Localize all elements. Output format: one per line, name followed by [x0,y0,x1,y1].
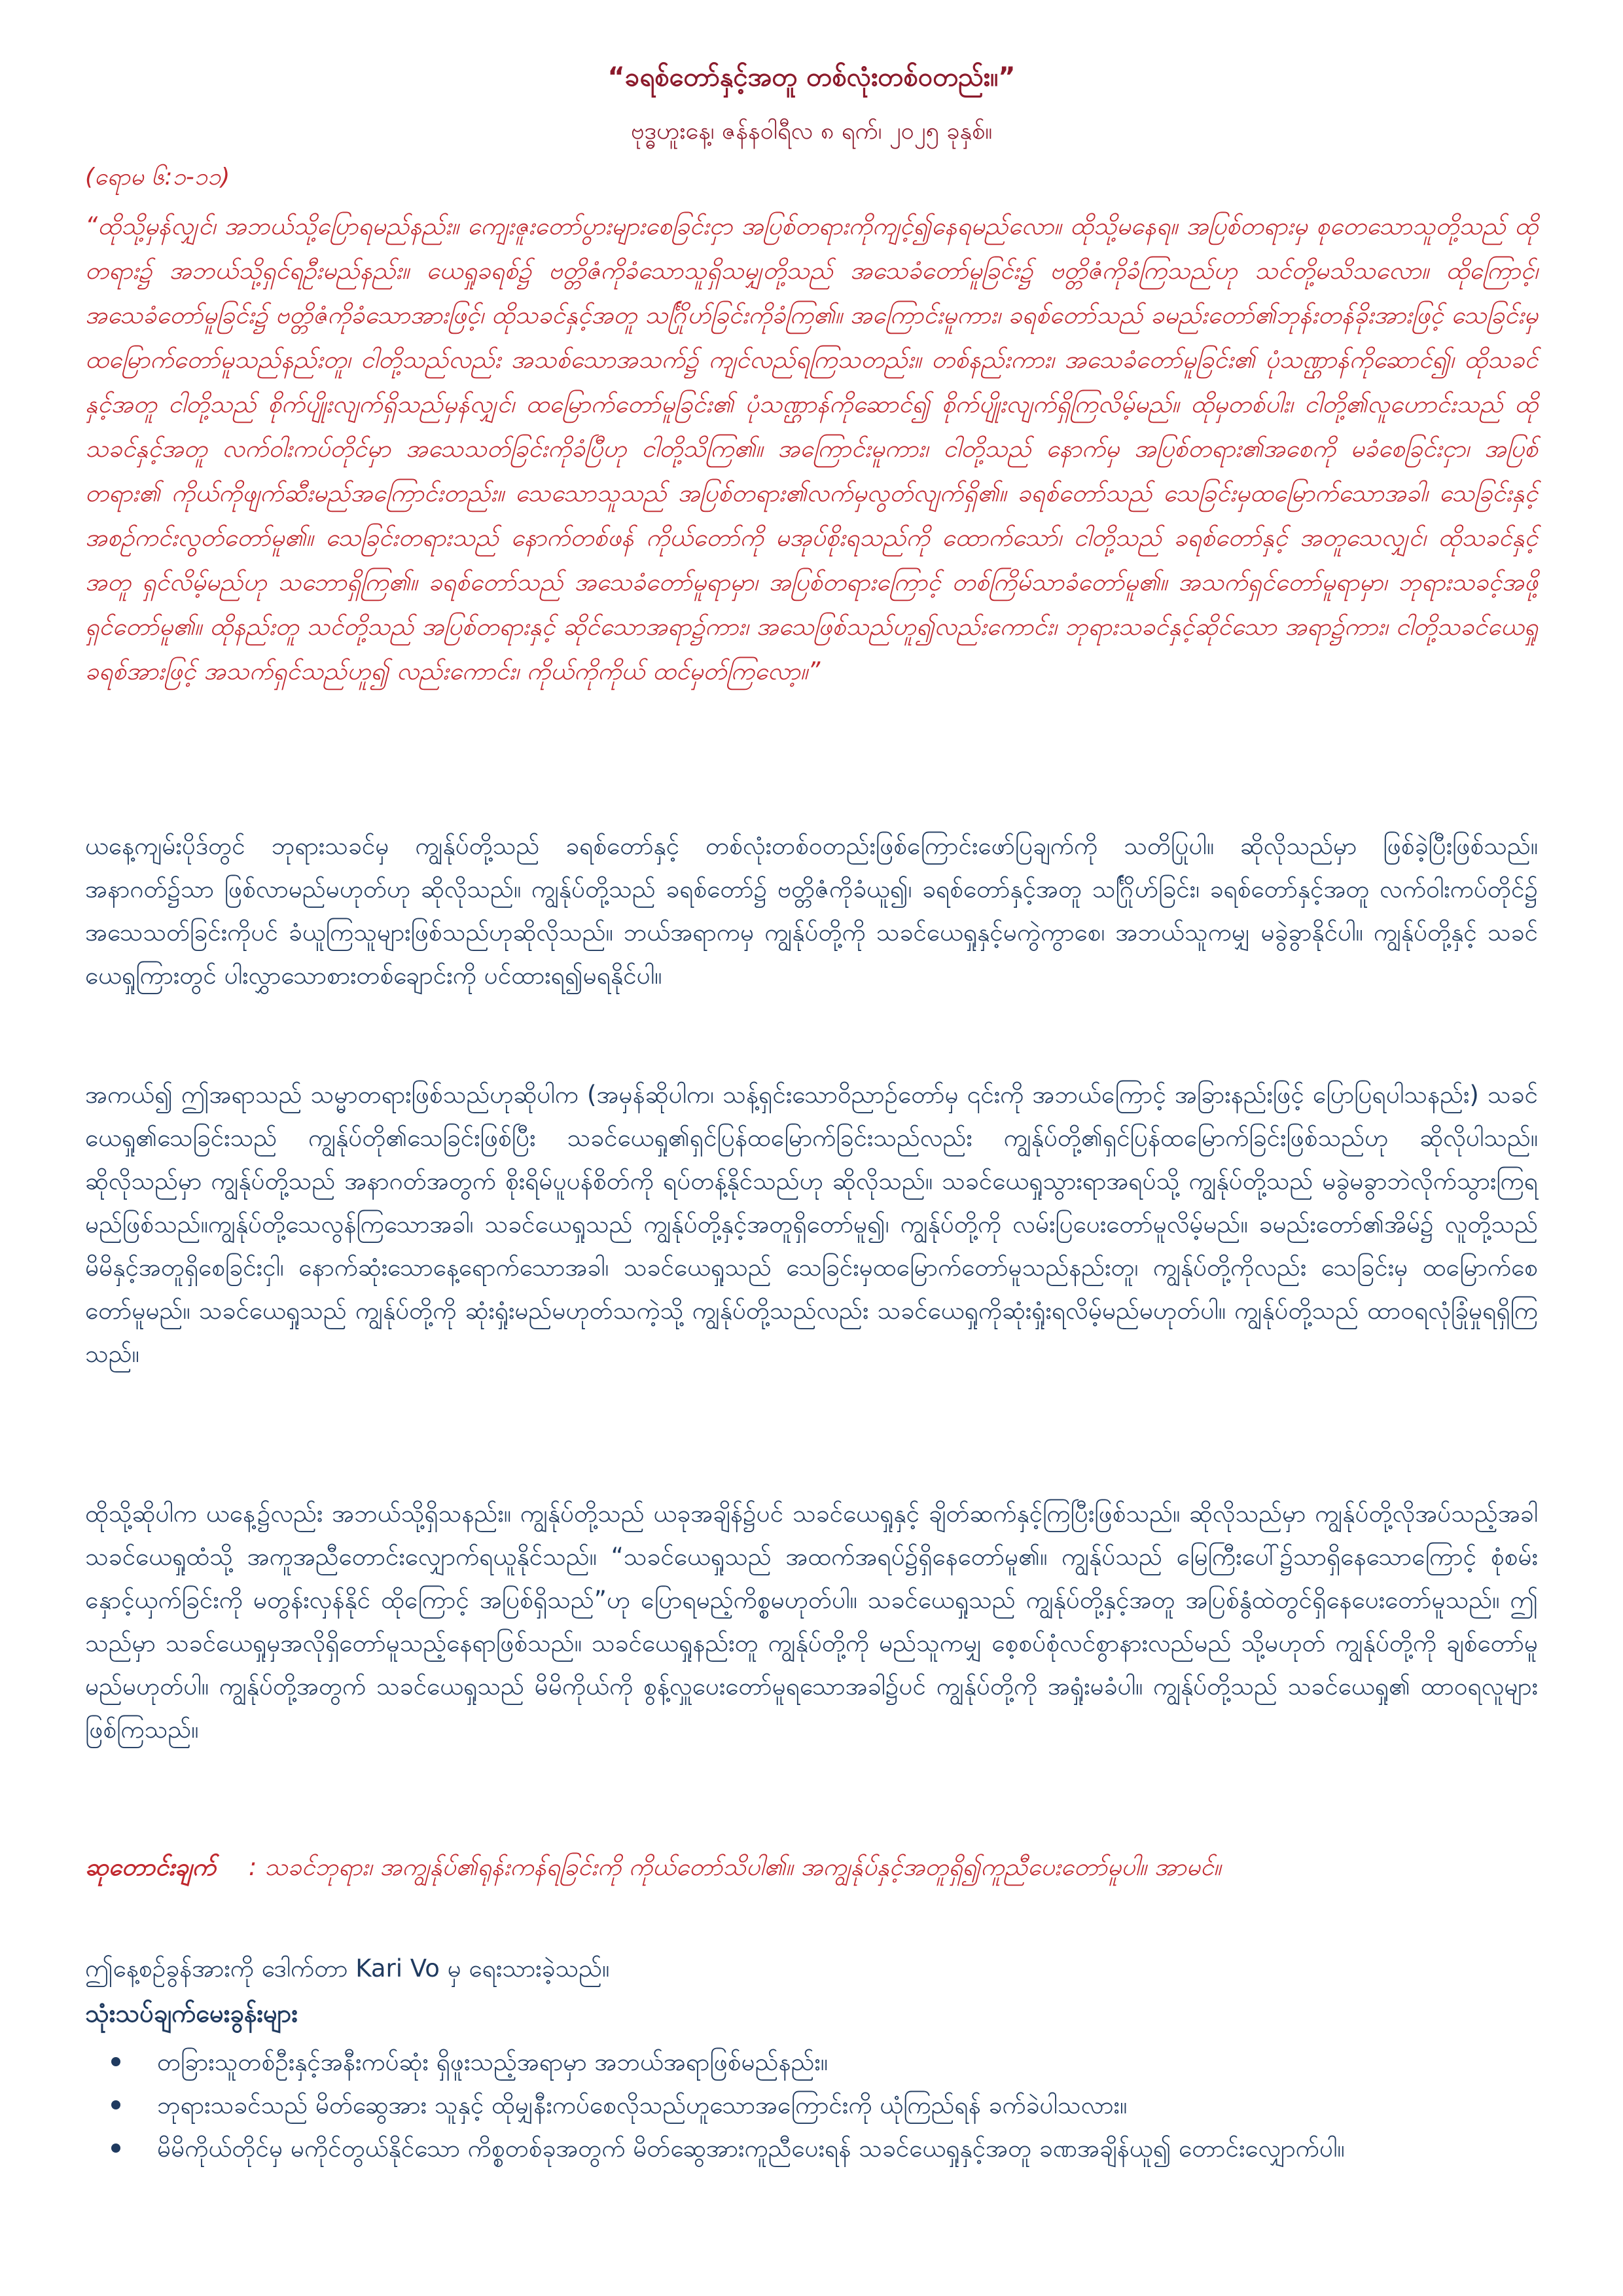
questions-list [85,2041,1538,2170]
question-text: ဘုရားသခင်သည် မိတ်ဆွေအား သူနှင့် ထိုမျှနီးကပ်စေလိုသည်ဟူသောအကြောင်းကို ယုံကြည်ရန် ခက်ခဲပါသလား။ [157,2091,1128,2119]
prayer-text: : သခင်ဘုရား၊ အကျွန်ုပ်၏ရုန်းကန်ရခြင်းကို ကိုယ်တော်သိပါ၏။ အကျွန်ုပ်နှင့်အတူရှိ၍ကူညီပေးတော်မူပါ။ အာမင်။ [248,1853,1221,1881]
bullet-icon [111,2100,120,2109]
scripture-passage: “ထိုသို့မှန်လျှင်၊ အဘယ်သို့ပြောရမည်နည်း။ ကျေးဇူးတော်ပွားများစေခြင်းငှာ အပြစ်တရားကိုကျင့်၍နေရမည်လော။ ထိုသို့မနေရ။ အပြစ်တရားမှ စုတေသောသူတို့သည် ထိုတရား၌ အဘယ်သို့ရှင်ရဦးမည်နည်း။ ယေရှုခရစ်၌ ဗတ္တိဇံကိုခံသောသူရှိသမျှတို့သည် အသေခံတော်မူခြင်း၌ ဗတ္တိဇံကိုခံကြသည်ဟု သင်တို့မသိသလော။ ထိုကြောင့်၊ အသေခံတော်မူခြင်း၌ ဗတ္တိဇံကိုခံသောအားဖြင့်၊ ထိုသခင်နှင့်အတူ သင်္ဂြိုဟ်ခြင်းကိုခံကြ၏။ အကြောင်းမူကား၊ ခရစ်တော်သည် ခမည်းတော်၏ဘုန်းတန်ခိုးအားဖြင့် သေခြင်းမှထမြောက်တော်မူသည်နည်းတူ၊ ငါတို့သည်လည်း အသစ်သောအသက်၌ ကျင်လည်ရကြသတည်း။ တစ်နည်းကား၊ အသေခံတော်မူခြင်း၏ ပုံသဏ္ဌာန်ကိုဆောင်၍၊ ထိုသခင်နှင့်အတူ ငါတို့သည် စိုက်ပျိုးလျက်ရှိသည်မှန်လျှင်၊ ထမြောက်တော်မူခြင်း၏ ပုံသဏ္ဌာန်ကိုဆောင်၍ စိုက်ပျိုးလျက်ရှိကြလိမ့်မည်။ ထိုမှတစ်ပါး၊ ငါတို့၏လူဟောင်းသည် ထိုသခင်နှင့်အတူ လက်ဝါးကပ်တိုင်မှာ အသေသတ်ခြင်းကိုခံပြီဟု ငါတို့သိကြ၏။ အကြောင်းမူကား၊ ငါတို့သည် နောက်မှ အပြစ်တရား၏အစေကို မခံစေခြင်းငှာ၊ အပြစ်တရား၏ ကိုယ်ကိုဖျက်ဆီးမည်အကြောင်းတည်း။ သေသောသူသည် အပြစ်တရား၏လက်မှလွတ်လျက်ရှိ၏။ ခရစ်တော်သည် သေခြင်းမှထမြောက်သောအခါ၊ သေခြင်းနှင့်အစဉ်ကင်းလွတ်တော်မူ၏။ သေခြင်းတရားသည် နောက်တစ်ဖန် ကိုယ်တော်ကို မအုပ်စိုးရသည်ကို ထောက်သော်၊ ငါတို့သည် ခရစ်တော်နှင့် အတူသေလျှင်၊ ထိုသခင်နှင့်အတူ ရှင်လိမ့်မည်ဟု သဘောရှိကြ၏။ ခရစ်တော်သည် အသေခံတော်မူရာမှာ၊ အပြစ်တရားကြောင့် တစ်ကြိမ်သာခံတော်မူ၏။ အသက်ရှင်တော်မူရာမှာ၊ ဘုရားသခင့်အဖို့ ရှင်တော်မူ၏။ ထိုနည်းတူ သင်တို့သည် အပြစ်တရားနှင့် ဆိုင်သောအရာ၌ကား၊ အသေဖြစ်သည်ဟူ၍လည်းကောင်း၊ ဘုရားသခင်နှင့်ဆိုင်သော အရာ၌ကား၊ ငါတို့သခင်ယေရှုခရစ်အားဖြင့် အသက်ရှင်သည်ဟူ၍ လည်းကောင်း၊ ကိုယ်ကိုကိုယ် ထင်မှတ်ကြလော့။” [85,212,1538,685]
question-text: တခြားသူတစ်ဦးနှင့်အနီးကပ်ဆုံး ရှိဖူးသည့်အရာမှာ အဘယ်အရာဖြစ်မည်နည်း။ [157,2048,828,2076]
question-item [85,2084,1538,2127]
questions-heading: သုံးသပ်ချက်မေးခွန်းများ [85,1999,298,2028]
bullet-icon [111,2144,120,2153]
question-item [85,2127,1538,2170]
body-paragraph-2: အကယ်၍ ဤအရာသည် သမ္မာတရားဖြစ်သည်ဟုဆိုပါက (အမှန်ဆိုပါက၊ သန့်ရှင်းသောဝိညာဉ်တော်မှ ၎င်းကို အဘယ်ကြောင့် အခြားနည်းဖြင့် ပြောပြရပါသနည်း) သခင်ယေရှု၏သေခြင်းသည် ကျွန်ုပ်တို၏သေခြင်းဖြစ်ပြီး သခင်ယေရှု၏ရှင်ပြန်ထမြောက်ခြင်းသည်လည်း ကျွန်ုပ်တို့၏ရှင်ပြန်ထမြောက်ခြင်းဖြစ်သည်ဟု ဆိုလိုပါသည်။ ဆိုလိုသည်မှာ ကျွန်ုပ်တို့သည် အနာဂတ်အတွက် စိုးရိမ်ပူပန်စိတ်ကို ရပ်တန့်နိုင်သည်ဟု ဆိုလိုသည်။ သခင်ယေရှုသွားရာအရပ်သို့ ကျွန်ုပ်တို့သည် မခွဲမခွာဘဲလိုက်သွားကြရမည်ဖြစ်သည်။ကျွန်ုပ်တို့သေလွန်ကြသောအခါ၊ သခင်ယေရှုသည် ကျွန်ုပ်တို့နှင့်အတူရှိတော်မူ၍၊ ကျွန်ုပ်တို့ကို လမ်းပြပေးတော်မူလိမ့်မည်။ ခမည်းတော်၏အိမ်၌ လူတို့သည် မိမိနှင့်အတူရှိစေခြင်းငှါ၊ နောက်ဆုံးသောနေ့ရောက်သောအခါ၊ သခင်ယေရှုသည် သေခြင်းမှထမြောက်တော်မူသည်နည်းတူ၊ ကျွန်ုပ်တို့ကိုလည်း သေခြင်းမှ ထမြောက်စေတော်မူမည်။ သခင်ယေရှုသည် ကျွန်ုပ်တို့ကို ဆုံးရှုံးမည်မဟုတ်သကဲ့သို့ ကျွန်ုပ်တို့သည်လည်း သခင်ယေရှုကိုဆုံးရှုံးရလိမ့်မည်မဟုတ်ပါ။ ကျွန်ုပ်တို့သည် ထာဝရလုံခြုံမှုရရှိကြသည်။ [85,1081,1538,1368]
bullet-icon [111,2057,120,2066]
scripture-reference: (ရောမ ၆:၁-၁၁) [85,164,230,190]
page-title: “ခရစ်တော်နှင့်အတူ တစ်လုံးတစ်ဝတည်း။” [607,62,1016,92]
question-item [85,2041,1538,2084]
question-text: မိမိကိုယ်တိုင်မှ မကိုင်တွယ်နိုင်သော ကိစ္စတစ်ခုအတွက် မိတ်ဆွေအားကူညီပေးရန် သခင်ယေရှုနှင့်အတူ ခဏအချိန်ယူ၍ တောင်းလျှောက်ပါ။ [157,2134,1345,2162]
prayer-label: ဆုတောင်းချက် [85,1853,216,1881]
body-paragraph-1: ယနေ့ကျမ်းပိုဒ်တွင် ဘုရားသခင်မှ ကျွန်ုပ်တို့သည် ခရစ်တော်နှင့် တစ်လုံးတစ်ဝတည်းဖြစ်ကြောင်းဖော်ပြချက်ကို သတိပြုပါ။ ဆိုလိုသည်မှာ ဖြစ်ခဲ့ပြီးဖြစ်သည်။ အနာဂတ်၌သာ ဖြစ်လာမည်မဟုတ်ဟု ဆိုလိုသည်။ ကျွန်ုပ်တို့သည် ခရစ်တော်၌ ဗတ္တိဇံကိုခံယူ၍၊ ခရစ်တော်နှင့်အတူ သင်္ဂြိုဟ်ခြင်း၊ ခရစ်တော်နှင့်အတူ လက်ဝါးကပ်တိုင်၌ အသေသတ်ခြင်းကိုပင် ခံယူကြသူများဖြစ်သည်ဟုဆိုလိုသည်။ ဘယ်အရာကမှ ကျွန်ုပ်တို့ကို သခင်ယေရှုနှင့်မကွဲကွာစေ၊ အဘယ်သူကမျှ မခွဲခွာနိုင်ပါ။ ကျွန်ုပ်တို့နှင့် သခင်ယေရှုကြားတွင် ပါးလွှာသောစားတစ်ချောင်းကို ပင်ထားရ၍မရနိုင်ပါ။ [85,832,1538,990]
body-paragraph-3: ထိုသို့ဆိုပါက ယနေ့၌လည်း အဘယ်သို့ရှိသနည်း။ ကျွန်ုပ်တို့သည် ယခုအချိန်၌ပင် သခင်ယေရှုနှင့် ချိတ်ဆက်နှင့်ကြပြီးဖြစ်သည်။ ဆိုလိုသည်မှာ ကျွန်ုပ်တို့လိုအပ်သည့်အခါ သခင်ယေရှုထံသို့ အကူအညီတောင်းလျှောက်ရယူနိုင်သည်။ “သခင်ယေရှုသည် အထက်အရပ်၌ရှိနေတော်မူ၏။ ကျွန်ုပ်သည် မြေကြီးပေါ်၌သာရှိနေသောကြောင့် စုံစမ်းနှောင့်ယှက်ခြင်းကို မတွန်းလှန်နိုင် ထိုကြောင့် အပြစ်ရှိသည်”ဟု ပြောရမည့်ကိစ္စမဟုတ်ပါ။ သခင်ယေရှုသည် ကျွန်ုပ်တို့နှင့်အတူ အပြစ်နွံထဲတွင်ရှိနေပေးတော်မူသည်။ ဤသည်မှာ သခင်ယေရှုမှအလိုရှိတော်မူသည့်နေရာဖြစ်သည်။ သခင်ယေရှုနည်းတူ ကျွန်ုပ်တို့ကို မည်သူကမျှ စေ့စပ်စုံလင်စွာနားလည်မည် သို့မဟုတ် ကျွန်ုပ်တို့ကို ချစ်တော်မူမည်မဟုတ်ပါ။ ကျွန်ုပ်တို့အတွက် သခင်ယေရှုသည် မိမိကိုယ်ကို စွန့်လှူပေးတော်မူရသောအခါ၌ပင် ကျွန်ုပ်တို့ကို အရှုံးမခံပါ။ ကျွန်ုပ်တို့သည် သခင်ယေရှု၏ ထာဝရလူများဖြစ်ကြသည်။ [85,1499,1538,1744]
prayer-block [85,1846,1538,1889]
author-credit: ဤနေ့စဉ်ခွန်အားကို ဒေါက်တာ Kari Vo မှ ရေးသားခဲ့သည်။ [85,1954,610,1982]
date-line: ဗုဒ္ဓဟူးနေ့၊ ဇန်နဝါရီလ ၈ ရက်၊ ၂၀၂၅ ခုနှစ်။ [630,118,993,145]
